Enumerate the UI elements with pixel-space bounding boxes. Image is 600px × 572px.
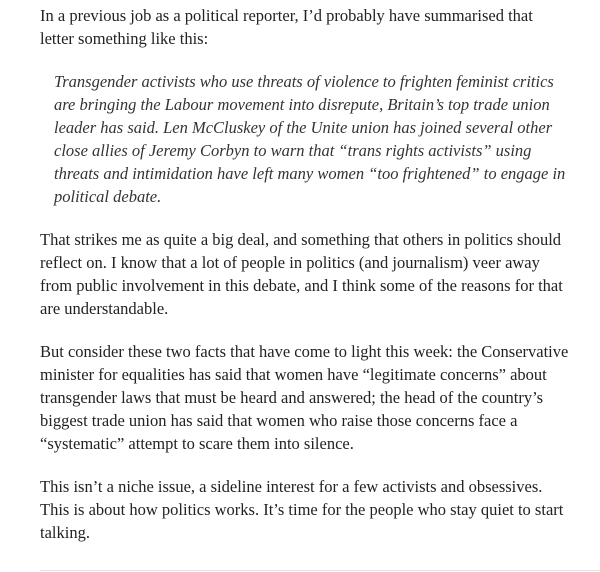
intro-paragraph: In a previous job as a political reporter, I’d probably have summarised that letter something like this: [40, 6, 533, 48]
block-quote: Transgender activists who use threats of violence to frighten feminist critics are bringing the Labour movement into disrepute, Britain’s top trade union leader has said. Len McCluskey of the Unite union has joined several other close allies of Jeremy Corbyn to warn that “trans rights activists” using threats and intimidation have left many women “too frightened” to engage in political debate. [54, 72, 566, 206]
article-body [40, 4, 570, 564]
body-paragraph: That strikes me as quite a big deal, and something that others in politics should reflect on. I know that a lot of people in politics (and journalism) veer away from public involvement in this debate, and I think some of the reasons for that are understandable. [40, 230, 563, 318]
body-paragraph: But consider these two facts that have come to light this week: the Conservative minister for equalities has said that women have “legitimate concerns” about transgender laws that must be heard and answered; the head of the country’s biggest trade union has said that women who raise those concerns face a “systematic” attempt to scare them into silence. [40, 342, 569, 453]
section-divider [40, 570, 600, 571]
body-paragraph: This isn’t a niche issue, a sideline interest for a few activists and obsessives. This is about how politics works. It’s time for the people who stay quiet to start talking. [40, 477, 564, 542]
